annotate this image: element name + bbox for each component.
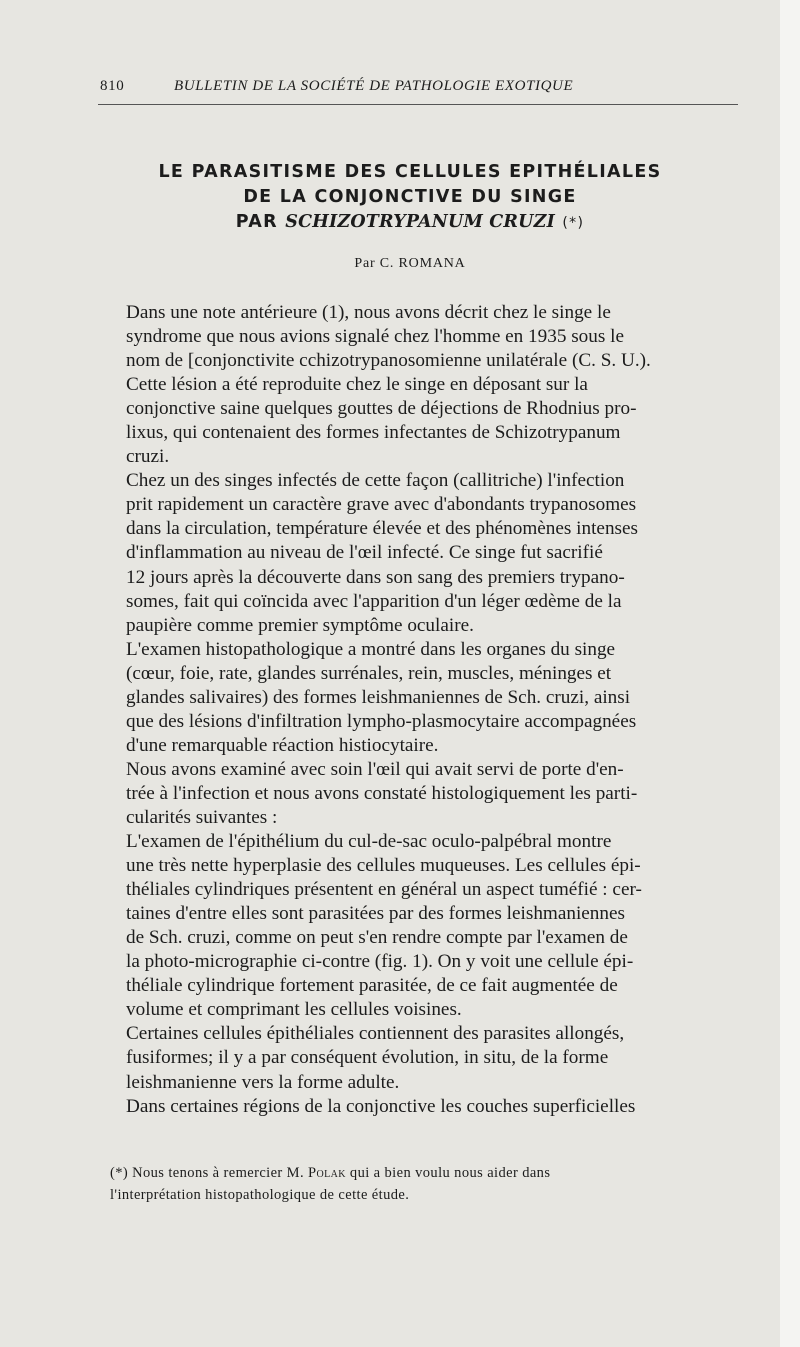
paragraph — [110, 758, 752, 830]
footnote-line-2: l'interprétation histopathologique de cette étude. — [110, 1187, 410, 1203]
footnote-line-1 — [110, 1162, 755, 1184]
title-species: SCHIZOTRYPANUM CRUZI — [285, 212, 556, 232]
text-line: la photo-micrographie ci-contre (fig. 1). On y voit une cellule épi- — [126, 951, 634, 973]
text-line: que des lésions d'infiltration lympho-plasmocytaire accompagnées — [126, 710, 637, 732]
text-line: leishmanienne vers la forme adulte. — [126, 1071, 400, 1093]
text-line: taines d'entre elles sont parasitées par des formes leishmaniennes — [126, 903, 625, 925]
title-line-2: DE LA CONJONCTIVE DU SINGE — [243, 187, 577, 207]
text-line: glandes salivaires) des formes leishmaniennes de Sch. cruzi, ainsi — [126, 686, 631, 708]
footnote-name: Polak — [308, 1165, 346, 1181]
footnote — [110, 1162, 755, 1206]
text-line: prit rapidement un caractère grave avec d'abondants trypanosomes — [126, 494, 637, 516]
text-line: syndrome que nous avions signalé chez l'homme en 1935 sous le — [126, 326, 624, 348]
text-line: lixus, qui contenaient des formes infectantes de Schizotrypanum — [126, 422, 621, 444]
page-edge — [780, 0, 800, 1347]
page-header — [100, 76, 740, 100]
text-line: une très nette hyperplasie des cellules muqueuses. Les cellules épi- — [126, 855, 641, 877]
footnote-mark: (*) — [110, 1165, 129, 1181]
text-line: Dans certaines régions de la conjonctive les couches superficielles — [126, 1095, 636, 1117]
footnote-text-after: qui a bien voulu nous aider dans — [349, 1165, 551, 1181]
header-rule — [98, 104, 738, 105]
text-line: cruzi. — [126, 446, 170, 468]
paragraph — [110, 469, 752, 637]
text-line: (cœur, foie, rate, glandes surrénales, rein, muscles, méninges et — [126, 662, 612, 684]
text-line: L'examen de l'épithélium du cul-de-sac oculo-palpébral montre — [126, 831, 612, 853]
paragraph — [110, 1022, 752, 1094]
text-line: Chez un des singes infectés de cette façon (callitriche) l'infection — [126, 470, 625, 492]
footnote-text-before: Nous tenons à remercier M. — [132, 1165, 305, 1181]
text-line: Dans une note antérieure (1), nous avons décrit chez le singe le — [126, 302, 611, 323]
article-body — [110, 301, 752, 1119]
text-line: nom de [conjonctivite cchizotrypanosomienne unilatérale (C. S. U.). — [126, 350, 651, 372]
text-line: théliales cylindriques présentent en général un aspect tuméfié : cer- — [126, 879, 642, 901]
title-line-1: LE PARASITISME DES CELLULES EPITHÉLIALES — [158, 162, 662, 182]
paragraph — [110, 830, 752, 1022]
title-line-3 — [130, 210, 690, 236]
text-line: fusiformes; il y a par conséquent évolution, in situ, de la forme — [126, 1047, 609, 1069]
text-line: 12 jours après la découverte dans son sang des premiers trypano- — [126, 566, 625, 588]
article-title — [130, 160, 690, 236]
text-line: Nous avons examiné avec soin l'œil qui avait servi de porte d'en- — [126, 758, 624, 780]
text-line: Cette lésion a été reproduite chez le singe en déposant sur la — [126, 374, 588, 396]
text-line: cularités suivantes : — [126, 806, 278, 828]
text-line: conjonctive saine quelques gouttes de déjections de Rhodnius pro- — [126, 398, 637, 420]
paragraph — [110, 301, 752, 469]
text-line: de Sch. cruzi, comme on peut s'en rendre compte par l'examen de — [126, 927, 628, 949]
text-line: d'inflammation au niveau de l'œil infecté. Ce singe fut sacrifié — [126, 542, 603, 564]
paragraph — [110, 638, 752, 758]
author-byline: Par C. ROMANA — [354, 256, 466, 271]
page-number: 810 — [100, 78, 125, 94]
running-title: BULLETIN DE LA SOCIÉTÉ DE PATHOLOGIE EXOTIQUE — [174, 78, 574, 94]
text-line: d'une remarquable réaction histiocytaire. — [126, 734, 439, 756]
text-line: paupière comme premier symptôme oculaire. — [126, 614, 474, 636]
text-line: théliale cylindrique fortement parasitée, de ce fait augmentée de — [126, 975, 618, 997]
text-line: trée à l'infection et nous avons constaté histologiquement les parti- — [126, 782, 638, 804]
text-line: Certaines cellules épithéliales contiennent des parasites allongés, — [126, 1023, 625, 1045]
text-line: dans la circulation, température élevée et des phénomènes intenses — [126, 518, 638, 540]
text-line: somes, fait qui coïncida avec l'apparition d'un léger œdème de la — [126, 590, 622, 612]
text-line: volume et comprimant les cellules voisines. — [126, 999, 462, 1021]
title-note-mark: (*) — [562, 215, 585, 231]
paragraph — [110, 1095, 752, 1119]
title-par: PAR — [235, 212, 278, 232]
text-line: L'examen histopathologique a montré dans les organes du singe — [126, 638, 616, 660]
